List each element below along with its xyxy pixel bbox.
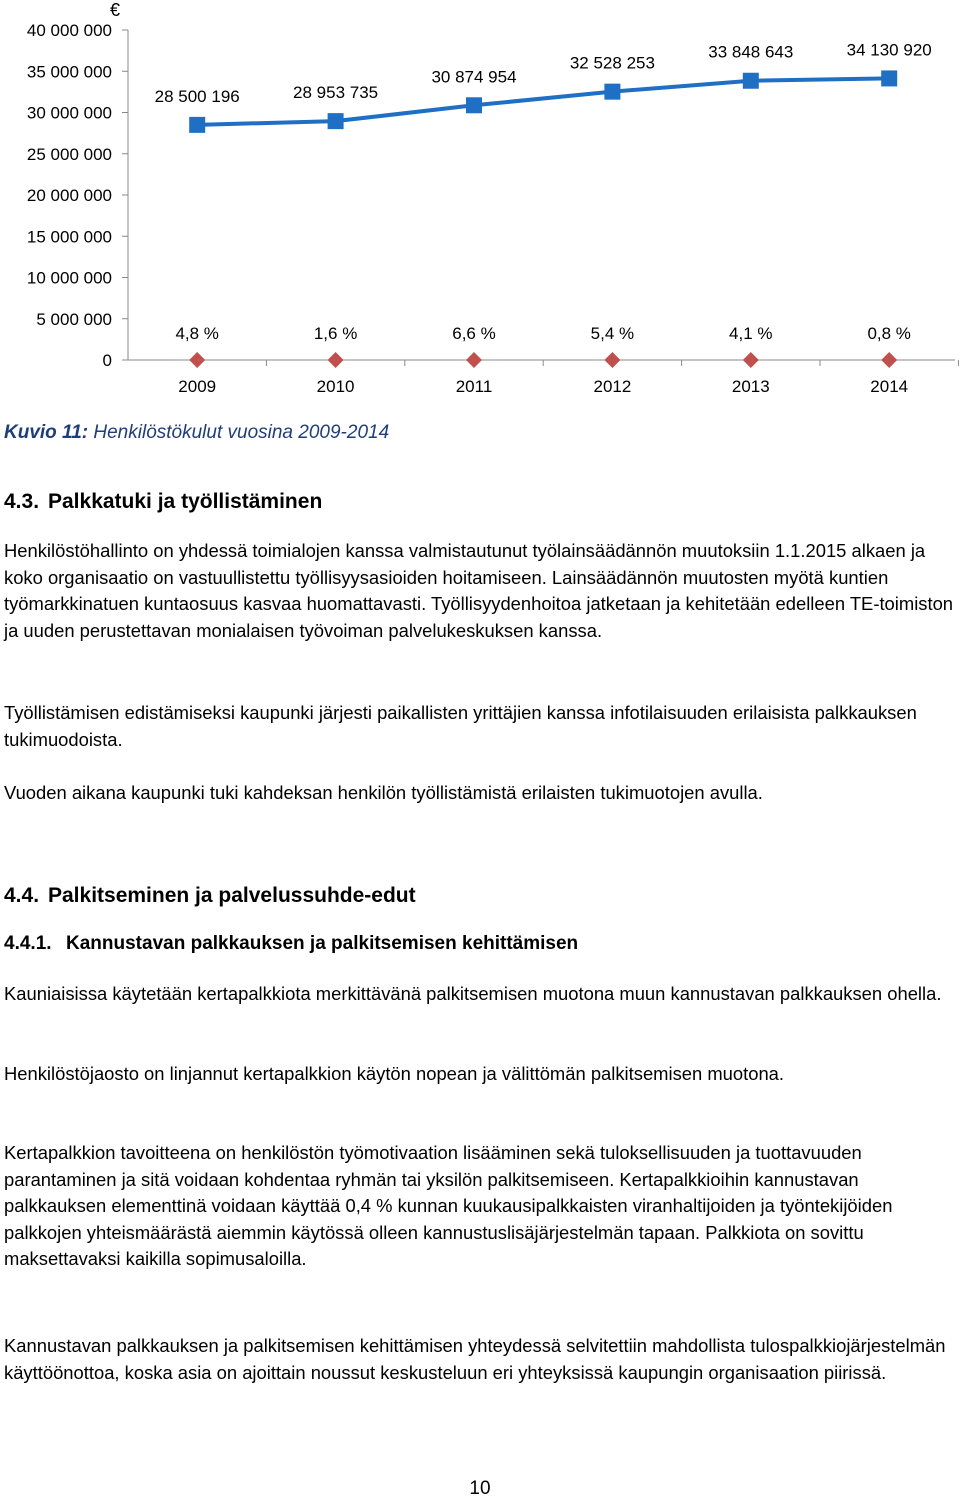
section-heading-4-3 (4, 490, 322, 514)
section-title: Palkitseminen ja palvelussuhde-edut (48, 884, 416, 907)
x-tick-label: 2014 (870, 377, 909, 396)
x-axis (128, 360, 958, 396)
section-title: Kannustavan palkkauksen ja palkitsemisen kehittämisen (66, 933, 579, 954)
data-label-change: 4,1 % (729, 324, 773, 343)
data-label-change: 0,8 % (867, 324, 911, 343)
data-label-costs: 28 953 735 (293, 83, 379, 103)
data-point-change (466, 352, 482, 368)
y-tick-label: 40 000 000 (26, 21, 112, 40)
data-point-change (189, 352, 205, 368)
figure-caption (4, 422, 389, 444)
x-tick-label: 2011 (455, 377, 493, 396)
data-point-costs (604, 84, 620, 100)
section-heading-4-4-1 (4, 933, 578, 955)
y-tick-label: 0 (102, 351, 112, 370)
x-tick-label: 2010 (316, 377, 355, 396)
paragraph: Työllistämisen edistämiseksi kaupunki järjesti paikallisten yrittäjien kanssa infotilaisuuden erilaisista palkkauksen tukimuodoista. (4, 702, 917, 750)
data-point-change (743, 352, 759, 368)
data-label-change: 1,6 % (313, 324, 358, 343)
data-label-costs: 28 500 196 (154, 86, 240, 106)
section-title: Palkkatuki ja työllistäminen (48, 490, 323, 513)
paragraph: Kertapalkkion tavoitteena on henkilöstön työmotivaation lisääminen sekä tuloksellisuuden ja tuottavuuden parantaminen ja sitä voidaan kohdentaa ryhmän tai yksilön palkitsemiseen. Kertapalkkioihin kannustavan palkkauksen elementtinä voidaan käyttää 0,4 % kunnan kuukausipalkkaisten viranhaltijoiden ja työntekijöiden palkkojen yhteismäärästä aiemmin käytössä olleen kannustuslisäjärjestelmän tapaan. Palkkiota on sovittu maksettavaksi kaikilla sopimusaloilla. (4, 1142, 893, 1269)
y-tick-label: 35 000 000 (26, 62, 112, 82)
y-axis (27, 21, 128, 370)
data-point-change (328, 352, 344, 368)
x-tick-label: 2009 (178, 377, 217, 396)
y-tick-label: 15 000 000 (26, 227, 112, 247)
y-tick-label: 25 000 000 (26, 144, 112, 164)
data-label-costs: 32 528 253 (569, 53, 655, 73)
y-tick-label: 10 000 000 (26, 268, 112, 288)
data-point-costs (328, 113, 344, 129)
y-tick-label: 20 000 000 (26, 186, 112, 205)
personnel-costs-chart (0, 0, 960, 410)
data-point-change (881, 352, 897, 368)
data-label-change: 6,6 % (452, 324, 496, 343)
data-label-change: 4,8 % (175, 324, 219, 343)
section-number: 4.4.1. (4, 933, 52, 954)
data-label-costs: 34 130 920 (846, 40, 932, 60)
x-tick-label: 2012 (593, 377, 632, 396)
x-tick-label: 2013 (731, 377, 770, 396)
series (155, 40, 932, 368)
section-number: 4.3. (4, 490, 40, 513)
caption-text: Henkilöstökulut vuosina 2009-2014 (93, 422, 390, 443)
paragraph: Henkilöstöjaosto on linjannut kertapalkkion käytön nopean ja välittömän palkitsemisen muotona. (4, 1063, 785, 1084)
data-point-costs (881, 70, 897, 86)
y-tick-label: 30 000 000 (26, 103, 112, 123)
data-point-costs (466, 97, 482, 113)
caption-label: Kuvio 11: (4, 422, 89, 443)
currency-unit-label: € (110, 0, 121, 20)
paragraph: Henkilöstöhallinto on yhdessä toimialojen kanssa valmistautunut työlainsäädännön muutoksiin 1.1.2015 alkaen ja koko organisaatio on vastuullistettu työllisyysasioiden hoitamiseen. Lainsäädännön muutosten myötä kuntien työmarkkinatuen kuntaosuus kasvaa huomattavasti. Työllisyydenhoitoa jatketaan ja kehitetään edelleen TE-toimiston ja uuden perustettavan monialaisen työvoiman palvelukeskuksen kanssa. (4, 540, 954, 641)
paragraph: Kauniaisissa käytetään kertapalkkiota merkittävänä palkitsemisen muotona muun kannustavan palkkauksen ohella. (4, 983, 942, 1004)
paragraph: Kannustavan palkkauksen ja palkitsemisen kehittämisen yhteydessä selvitettiin mahdollista tulospalkkiojärjestelmän käyttöönottoa, koska asia on ajoittain noussut keskusteluun eri yhteyksissä kaupungin organisaation piirissä. (4, 1335, 946, 1383)
section-number: 4.4. (4, 884, 40, 907)
data-label-costs: 33 848 643 (708, 42, 794, 62)
data-label-costs: 30 874 954 (431, 67, 517, 87)
data-point-costs (743, 73, 759, 89)
data-point-costs (189, 117, 205, 133)
page-number: 10 (469, 1478, 491, 1499)
y-tick-label: 5 000 000 (36, 309, 112, 329)
data-point-change (604, 352, 620, 368)
section-heading-4-4 (4, 884, 416, 908)
paragraph: Vuoden aikana kaupunki tuki kahdeksan henkilön työllistämistä erilaisten tukimuotojen avulla. (4, 782, 763, 803)
data-label-change: 5,4 % (590, 324, 635, 343)
